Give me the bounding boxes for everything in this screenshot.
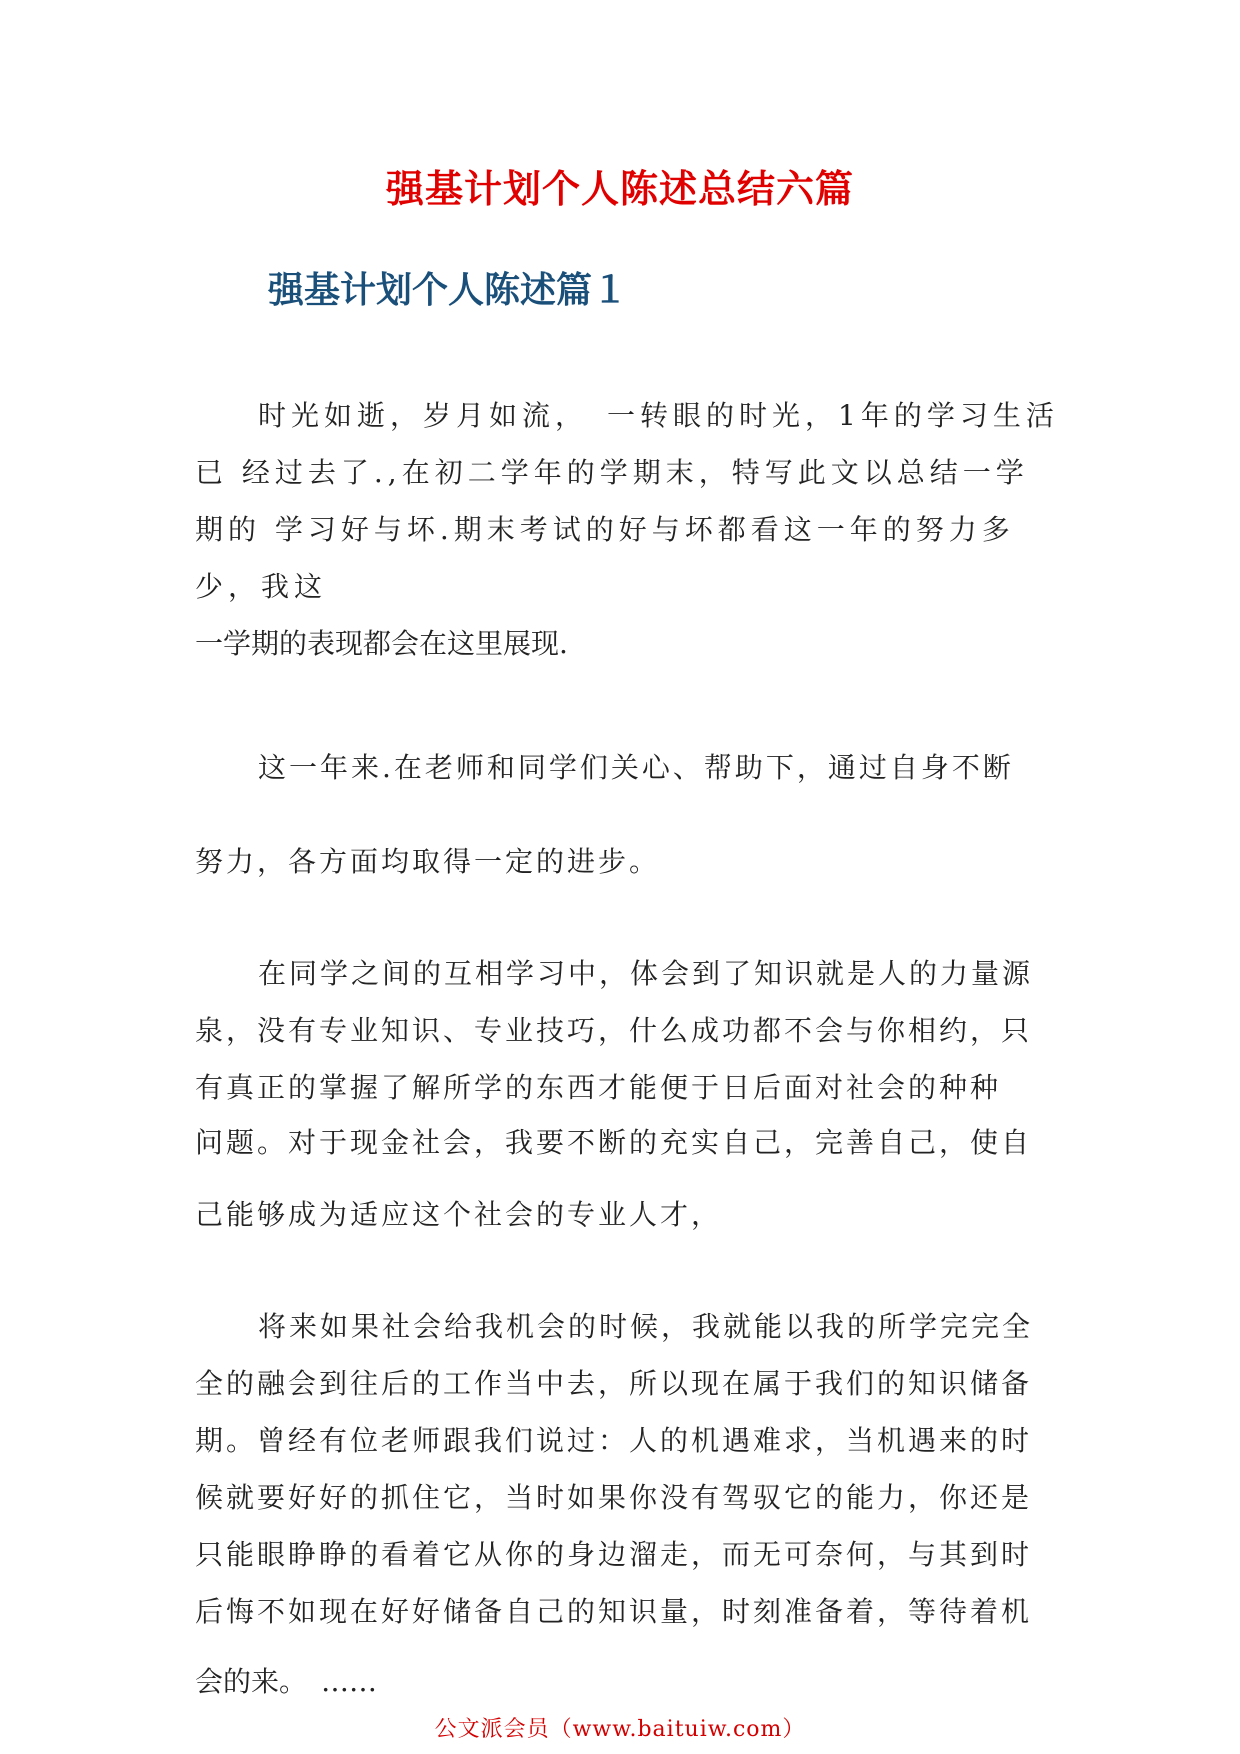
footer-watermark: 公文派会员（www.baituiw.com）	[434, 1717, 806, 1742]
paragraph-3-line-3: 有真正的掌握了解所学的东西才能便于日后面对社会的种种	[195, 1071, 1002, 1104]
paragraph-3-line-5: 己能够成为适应这个社会的专业人才，	[195, 1198, 723, 1231]
paragraph-1-line-1: 时光如逝，岁月如流， 一转眼的时光，1年的学习生活	[258, 399, 1059, 432]
paragraph-4-line-3: 期。曾经有位老师跟我们说过：人的机遇难求，当机遇来的时	[195, 1424, 1033, 1457]
paragraph-1-line-2: 已 经过去了.,在初二学年的学期末，特写此文以总结一学	[195, 456, 1029, 489]
paragraph-2-line-2: 努力，各方面均取得一定的进步。	[195, 845, 661, 878]
paragraph-4-line-7: 会的来。 ……	[195, 1665, 378, 1698]
paragraph-4-line-4: 候就要好好的抓住它，当时如果你没有驾驭它的能力，你还是	[195, 1481, 1033, 1514]
paragraph-1-line-3: 期的 学习好与坏.期末考试的好与坏都看这一年的努力多	[195, 513, 1015, 546]
paragraph-1-line-4: 少，我这	[195, 570, 328, 603]
paragraph-4-line-6: 后悔不如现在好好储备自己的知识量，时刻准备着，等待着机	[195, 1595, 1033, 1628]
paragraph-3-line-2: 泉，没有专业知识、专业技巧，什么成功都不会与你相约，只	[195, 1014, 1033, 1047]
document-title: 强基计划个人陈述总结六篇	[385, 166, 854, 211]
section-title: 强基计划个人陈述篇１	[268, 269, 629, 311]
paragraph-4-line-2: 全的融会到往后的工作当中去，所以现在属于我们的知识储备	[195, 1367, 1033, 1400]
paragraph-1-line-5: 一学期的表现都会在这里展现.	[195, 627, 568, 660]
paragraph-3-line-4: 问题。对于现金社会，我要不断的充实自己，完善自己，使自	[195, 1126, 1033, 1159]
paragraph-2-line-1: 这一年来.在老师和同学们关心、帮助下，通过自身不断	[258, 751, 1014, 784]
paragraph-4-line-5: 只能眼睁睁的看着它从你的身边溜走，而无可奈何，与其到时	[195, 1538, 1033, 1571]
paragraph-3-line-1: 在同学之间的互相学习中，体会到了知识就是人的力量源	[258, 957, 1034, 990]
paragraph-4-line-1: 将来如果社会给我机会的时候，我就能以我的所学完完全	[258, 1310, 1034, 1343]
